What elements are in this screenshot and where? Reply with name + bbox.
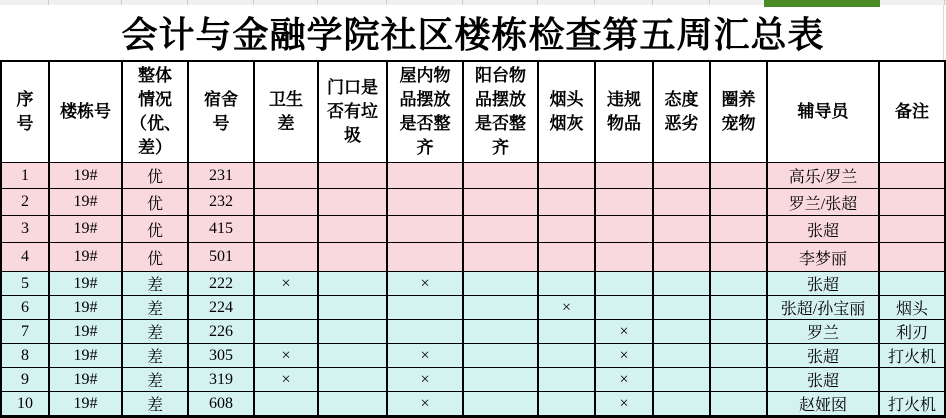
cell-remark[interactable] (879, 272, 945, 296)
cell-building[interactable]: 19# (49, 344, 122, 368)
cell-building[interactable]: 19# (49, 243, 122, 272)
cell-no[interactable]: 7 (1, 320, 49, 344)
cell-cig_ash[interactable]: × (538, 296, 595, 320)
header-counselor[interactable]: 辅导员 (767, 61, 879, 163)
cell-prohibited[interactable] (595, 189, 653, 216)
cell-no[interactable]: 5 (1, 272, 49, 296)
cell-counselor[interactable]: 高乐/罗兰 (767, 163, 879, 189)
cell-no[interactable]: 3 (1, 216, 49, 243)
strip-column-tick (48, 0, 49, 5)
cell-overall[interactable]: 差 (122, 320, 188, 344)
cell-remark[interactable]: 利刃 (879, 320, 945, 344)
cell-indoor_tidy[interactable] (387, 163, 463, 189)
header-remark[interactable]: 备注 (879, 61, 945, 163)
cell-door_trash[interactable] (318, 368, 387, 392)
cell-pets[interactable] (710, 296, 767, 320)
cell-indoor_tidy[interactable]: × (387, 344, 463, 368)
cell-indoor_tidy[interactable]: × (387, 392, 463, 417)
cell-dorm[interactable]: 501 (188, 243, 254, 272)
cell-prohibited[interactable] (595, 296, 653, 320)
cell-door_trash[interactable] (318, 243, 387, 272)
cell-no[interactable]: 6 (1, 296, 49, 320)
cell-dorm[interactable]: 319 (188, 368, 254, 392)
cell-no[interactable]: 8 (1, 344, 49, 368)
table-row (1, 243, 945, 272)
cell-balcony_tidy[interactable] (463, 189, 538, 216)
inspection-summary-table (0, 60, 946, 418)
cell-cig_ash[interactable] (538, 163, 595, 189)
cell-remark[interactable] (879, 243, 945, 272)
header-no[interactable]: 序号 (1, 61, 49, 163)
cell-prohibited[interactable] (595, 216, 653, 243)
cell-building[interactable]: 19# (49, 216, 122, 243)
cell-indoor_tidy[interactable] (387, 296, 463, 320)
cell-no[interactable]: 4 (1, 243, 49, 272)
cell-hygiene[interactable]: × (254, 368, 318, 392)
cell-counselor[interactable]: 李梦丽 (767, 243, 879, 272)
cell-indoor_tidy[interactable] (387, 243, 463, 272)
cell-door_trash[interactable] (318, 163, 387, 189)
cell-counselor[interactable]: 张超/孙宝丽 (767, 296, 879, 320)
cell-cig_ash[interactable] (538, 243, 595, 272)
cell-building[interactable]: 19# (49, 189, 122, 216)
cell-overall[interactable]: 差 (122, 392, 188, 417)
strip-column-tick (187, 0, 188, 5)
cell-door_trash[interactable] (318, 296, 387, 320)
cell-hygiene[interactable] (254, 163, 318, 189)
cell-attitude[interactable] (653, 368, 710, 392)
cell-overall[interactable]: 差 (122, 344, 188, 368)
cell-dorm[interactable]: 415 (188, 216, 254, 243)
cell-remark[interactable]: 打火机 (879, 392, 945, 417)
cell-dorm[interactable]: 226 (188, 320, 254, 344)
cell-overall[interactable]: 优 (122, 216, 188, 243)
cell-overall[interactable]: 差 (122, 272, 188, 296)
cell-no[interactable]: 2 (1, 189, 49, 216)
cell-cig_ash[interactable] (538, 320, 595, 344)
cell-dorm[interactable]: 305 (188, 344, 254, 368)
cell-attitude[interactable] (653, 296, 710, 320)
cell-cig_ash[interactable] (538, 216, 595, 243)
header-attitude[interactable]: 态度恶劣 (653, 61, 710, 163)
cell-balcony_tidy[interactable] (463, 368, 538, 392)
header-hygiene[interactable]: 卫生差 (254, 61, 318, 163)
cell-indoor_tidy[interactable]: × (387, 368, 463, 392)
cell-dorm[interactable]: 608 (188, 392, 254, 417)
cell-door_trash[interactable] (318, 216, 387, 243)
cell-remark[interactable] (879, 189, 945, 216)
cell-attitude[interactable] (653, 320, 710, 344)
cell-dorm[interactable]: 222 (188, 272, 254, 296)
cell-building[interactable]: 19# (49, 272, 122, 296)
cell-attitude[interactable] (653, 189, 710, 216)
cell-pets[interactable] (710, 189, 767, 216)
cell-hygiene[interactable] (254, 189, 318, 216)
cell-overall[interactable]: 优 (122, 189, 188, 216)
table-row (1, 296, 945, 320)
cell-prohibited[interactable]: × (595, 344, 653, 368)
cell-building[interactable]: 19# (49, 392, 122, 417)
table-row (1, 392, 945, 417)
cell-building[interactable]: 19# (49, 368, 122, 392)
cell-hygiene[interactable]: × (254, 344, 318, 368)
table-row (1, 216, 945, 243)
cell-remark[interactable] (879, 368, 945, 392)
cell-cig_ash[interactable] (538, 368, 595, 392)
cell-balcony_tidy[interactable] (463, 344, 538, 368)
page-title: 会计与金融学院社区楼栋检查第五周汇总表 (121, 15, 825, 55)
cell-cig_ash[interactable] (538, 344, 595, 368)
cell-indoor_tidy[interactable] (387, 189, 463, 216)
cell-attitude[interactable] (653, 392, 710, 417)
table-row (1, 368, 945, 392)
cell-hygiene[interactable] (254, 320, 318, 344)
table-row (1, 163, 945, 189)
table-row (1, 320, 945, 344)
strip-column-tick (462, 0, 463, 5)
cell-hygiene[interactable] (254, 243, 318, 272)
cell-counselor[interactable]: 罗兰/张超 (767, 189, 879, 216)
cell-counselor[interactable]: 张超 (767, 344, 879, 368)
cell-hygiene[interactable] (254, 392, 318, 417)
cell-counselor[interactable]: 张超 (767, 368, 879, 392)
header-dorm[interactable]: 宿舍号 (188, 61, 254, 163)
cell-overall[interactable]: 差 (122, 296, 188, 320)
cell-indoor_tidy[interactable] (387, 216, 463, 243)
cell-remark[interactable]: 打火机 (879, 344, 945, 368)
cell-cig_ash[interactable] (538, 189, 595, 216)
strip-column-tick (652, 0, 653, 5)
cell-dorm[interactable]: 231 (188, 163, 254, 189)
cell-counselor[interactable]: 罗兰 (767, 320, 879, 344)
cell-attitude[interactable] (653, 243, 710, 272)
cell-balcony_tidy[interactable] (463, 272, 538, 296)
cell-door_trash[interactable] (318, 392, 387, 417)
header-balcony_tidy[interactable]: 阳台物品摆放是否整齐 (463, 61, 538, 163)
cell-balcony_tidy[interactable] (463, 392, 538, 417)
cell-balcony_tidy[interactable] (463, 243, 538, 272)
cell-no[interactable]: 10 (1, 392, 49, 417)
cell-indoor_tidy[interactable] (387, 320, 463, 344)
cell-pets[interactable] (710, 272, 767, 296)
table-row (1, 189, 945, 216)
cell-balcony_tidy[interactable] (463, 296, 538, 320)
cell-overall[interactable]: 优 (122, 243, 188, 272)
strip-column-tick (709, 0, 710, 5)
cell-remark[interactable]: 烟头 (879, 296, 945, 320)
cell-hygiene[interactable]: × (254, 272, 318, 296)
strip-column-tick (594, 0, 595, 5)
header-building[interactable]: 楼栋号 (49, 61, 122, 163)
cell-hygiene[interactable] (254, 296, 318, 320)
cell-attitude[interactable] (653, 216, 710, 243)
strip-column-tick (253, 0, 254, 5)
cell-dorm[interactable]: 224 (188, 296, 254, 320)
cell-attitude[interactable] (653, 163, 710, 189)
cell-counselor[interactable]: 张超 (767, 216, 879, 243)
table-row (1, 344, 945, 368)
header-overall[interactable]: 整体情况（优、差） (122, 61, 188, 163)
cell-attitude[interactable] (653, 344, 710, 368)
table-row (1, 272, 945, 296)
cell-prohibited[interactable] (595, 272, 653, 296)
cell-counselor[interactable]: 张超 (767, 272, 879, 296)
header-door_trash[interactable]: 门口是否有垃圾 (318, 61, 387, 163)
cell-balcony_tidy[interactable] (463, 320, 538, 344)
cell-hygiene[interactable] (254, 216, 318, 243)
header-cig_ash[interactable]: 烟头烟灰 (538, 61, 595, 163)
strip-column-tick (386, 0, 387, 5)
selected-column-indicator (764, 0, 880, 7)
strip-column-tick (317, 0, 318, 5)
cell-prohibited[interactable]: × (595, 320, 653, 344)
cell-prohibited[interactable] (595, 243, 653, 272)
cell-prohibited[interactable] (595, 163, 653, 189)
cell-pets[interactable] (710, 163, 767, 189)
header-indoor_tidy[interactable]: 屋内物品摆放是否整齐 (387, 61, 463, 163)
cell-door_trash[interactable] (318, 320, 387, 344)
cell-no[interactable]: 1 (1, 163, 49, 189)
cell-door_trash[interactable] (318, 272, 387, 296)
cell-cig_ash[interactable] (538, 272, 595, 296)
cell-prohibited[interactable]: × (595, 368, 653, 392)
cell-dorm[interactable]: 232 (188, 189, 254, 216)
cell-pets[interactable] (710, 216, 767, 243)
cell-pets[interactable] (710, 243, 767, 272)
cell-balcony_tidy[interactable] (463, 216, 538, 243)
table-body (1, 163, 945, 417)
header-pets[interactable]: 圈养宠物 (710, 61, 767, 163)
cell-balcony_tidy[interactable] (463, 163, 538, 189)
strip-column-tick (537, 0, 538, 5)
cell-indoor_tidy[interactable]: × (387, 272, 463, 296)
cell-overall[interactable]: 优 (122, 163, 188, 189)
header-row (1, 61, 945, 163)
cell-building[interactable]: 19# (49, 296, 122, 320)
cell-attitude[interactable] (653, 272, 710, 296)
cell-remark[interactable] (879, 216, 945, 243)
cell-building[interactable]: 19# (49, 320, 122, 344)
cell-remark[interactable] (879, 163, 945, 189)
cell-door_trash[interactable] (318, 189, 387, 216)
strip-column-tick (121, 0, 122, 5)
cell-pets[interactable] (710, 344, 767, 368)
cell-pets[interactable] (710, 392, 767, 417)
cell-door_trash[interactable] (318, 344, 387, 368)
cell-pets[interactable] (710, 320, 767, 344)
cell-overall[interactable]: 差 (122, 368, 188, 392)
strip-column-tick (944, 0, 945, 5)
cell-building[interactable]: 19# (49, 163, 122, 189)
cell-counselor[interactable]: 赵娅囡 (767, 392, 879, 417)
cell-prohibited[interactable]: × (595, 392, 653, 417)
cell-no[interactable]: 9 (1, 368, 49, 392)
cell-cig_ash[interactable] (538, 392, 595, 417)
cell-pets[interactable] (710, 368, 767, 392)
header-prohibited[interactable]: 违规物品 (595, 61, 653, 163)
